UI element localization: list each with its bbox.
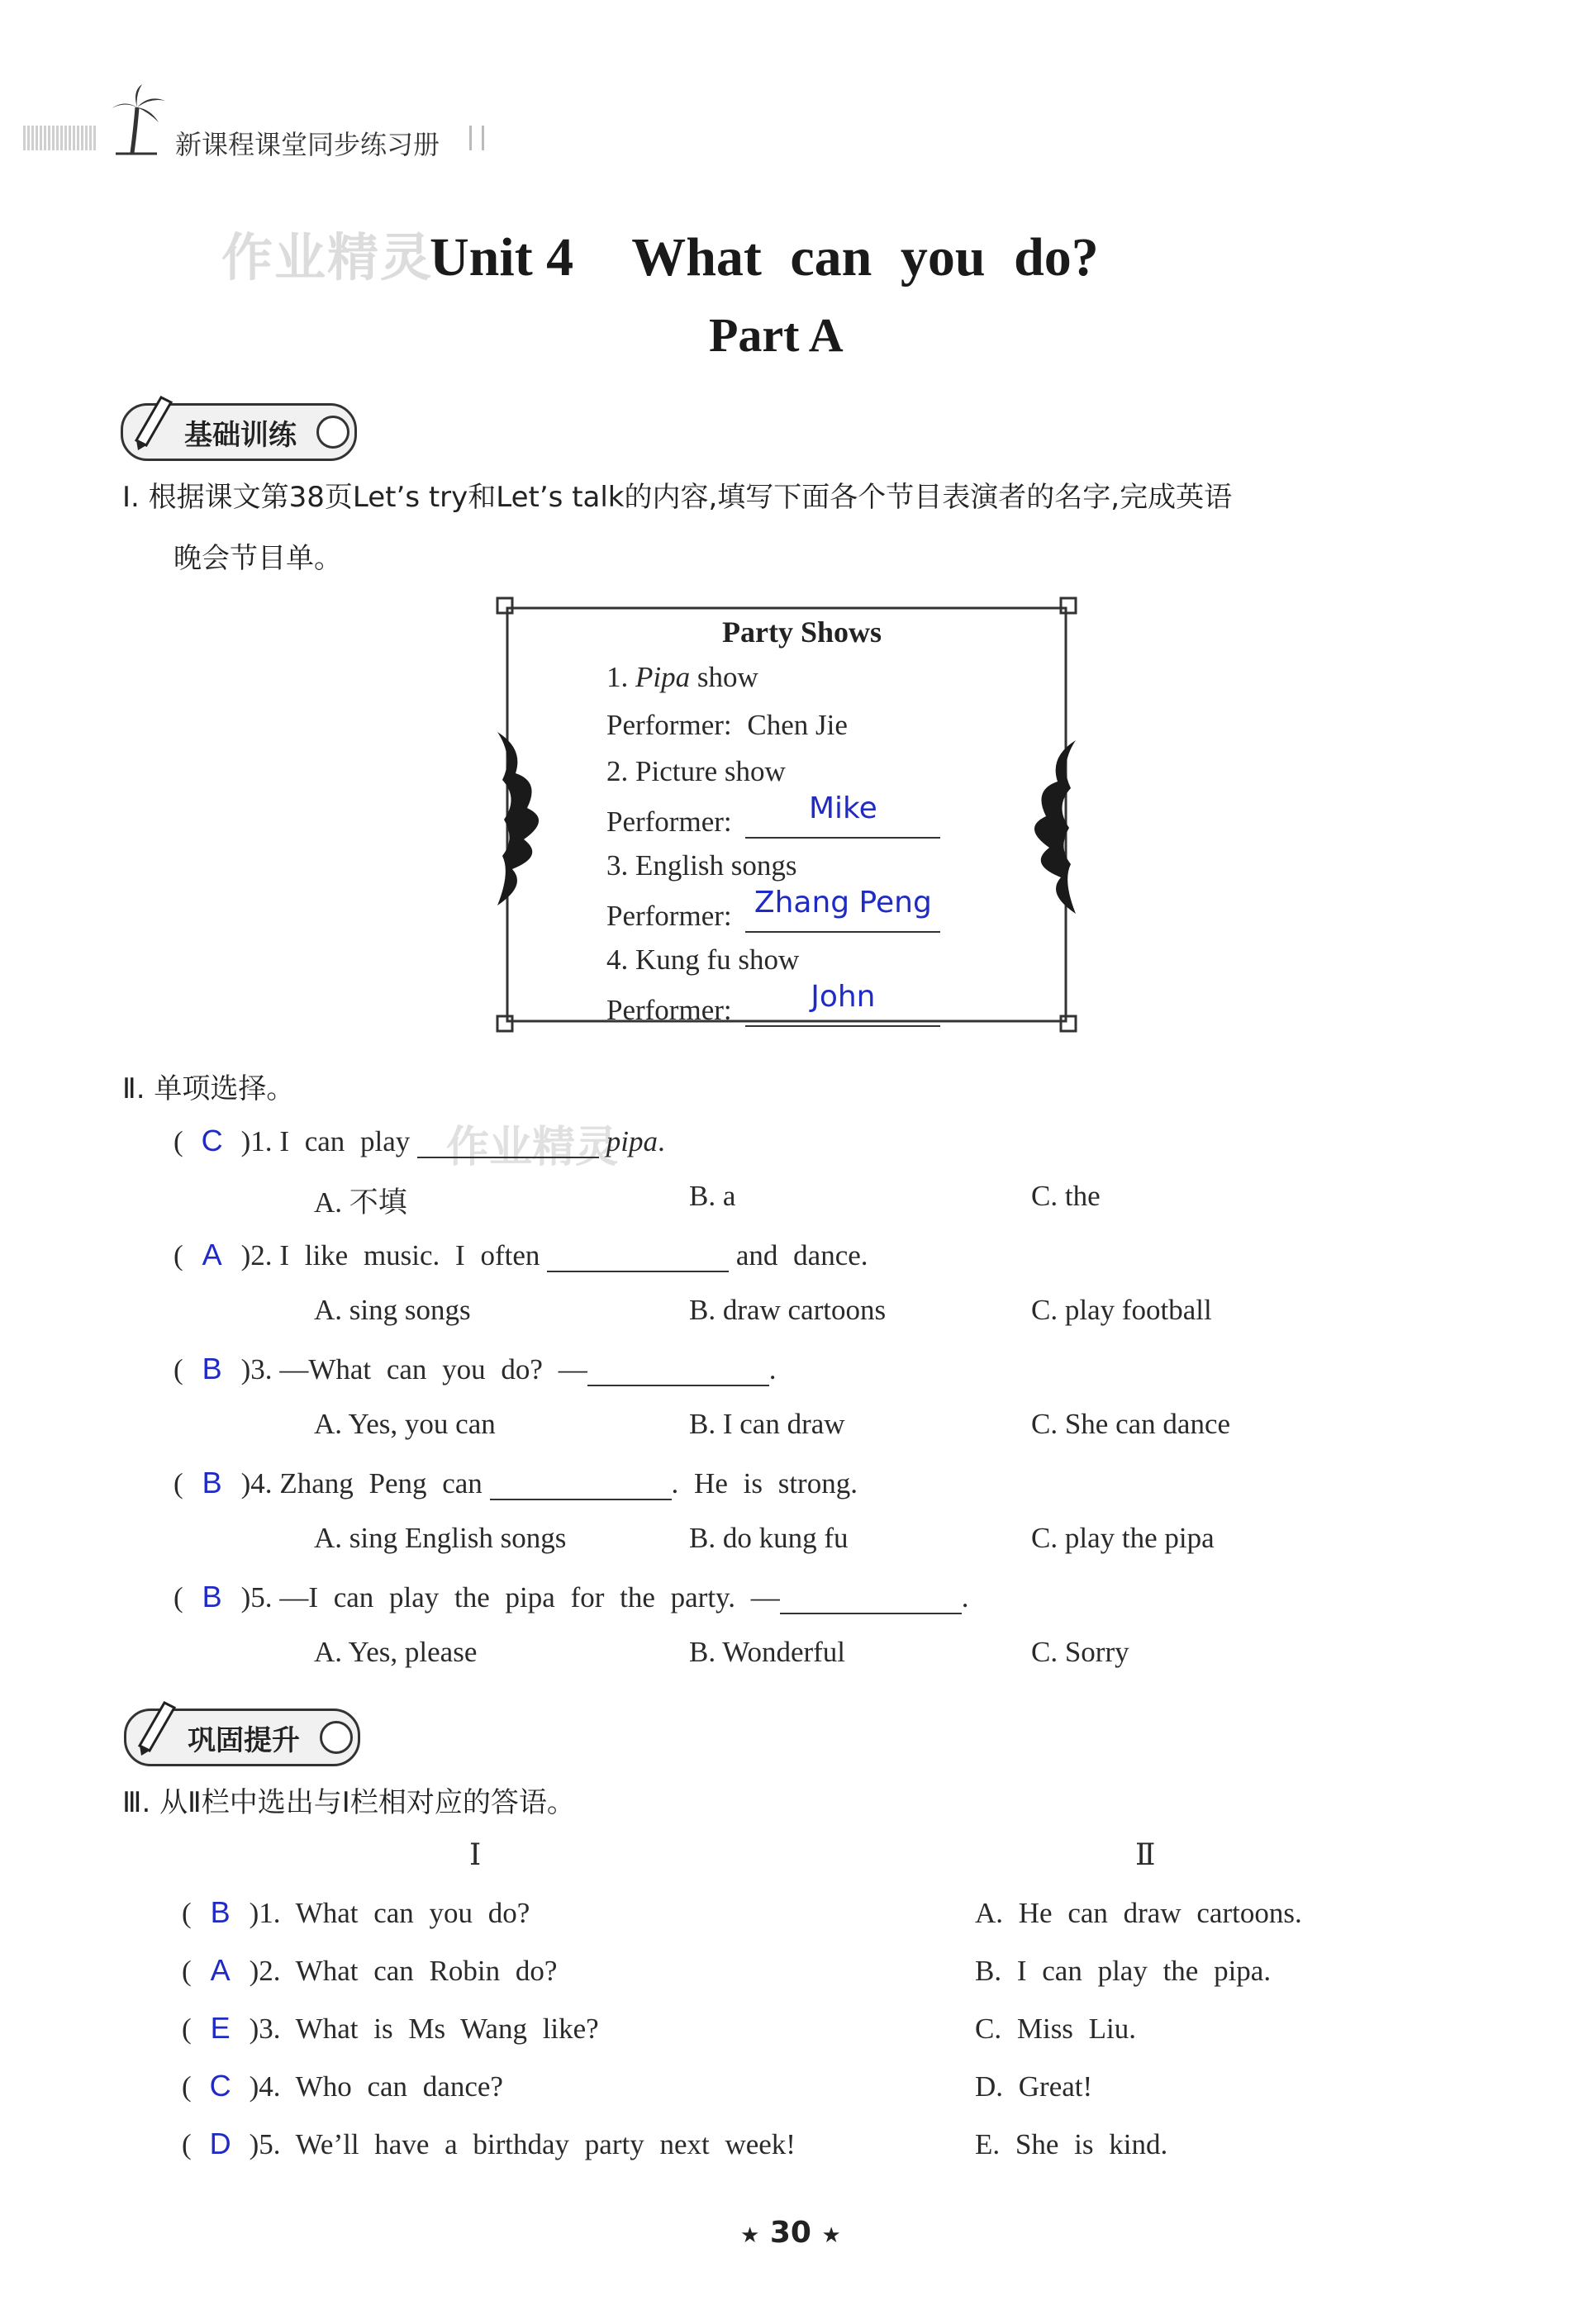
performer-blank xyxy=(745,980,940,1027)
star-icon: ★ xyxy=(740,2223,760,2248)
performer-row-1: Performer: Chen Jie xyxy=(606,709,848,741)
q2-option-3a: A. Yes, you can xyxy=(314,1408,496,1440)
q2-option-5b: B. Wonderful xyxy=(689,1636,846,1668)
q2-instruction: Ⅱ. 单项选择。 xyxy=(122,1072,295,1105)
show-item-4: 4. Kung fu show xyxy=(606,943,800,976)
q3-reply-b: B. I can play the pipa. xyxy=(975,1955,1272,1987)
star-icon: ★ xyxy=(821,2223,841,2248)
party-shows-card xyxy=(491,592,1082,1038)
performer-blank xyxy=(745,791,940,839)
header-divider xyxy=(469,126,484,150)
performer-row-3: Performer: Zhang Peng xyxy=(606,897,940,933)
show-item-3: 3. English songs xyxy=(606,849,797,882)
q3-answer-2: A xyxy=(210,1953,231,1987)
q3-answer-4: C xyxy=(209,2069,231,2103)
q2-item-3: ( B )3. —What can you do? — . xyxy=(174,1352,777,1385)
answer-blank xyxy=(417,1157,599,1158)
q2-number: Ⅱ. xyxy=(122,1072,145,1105)
unit-question: What can you do? xyxy=(631,227,1099,288)
q2-option-1c: C. the xyxy=(1031,1180,1101,1212)
q2-option-2a: A. sing songs xyxy=(314,1294,471,1326)
performer-answer: Mike xyxy=(808,791,877,825)
q3-answer-5: D xyxy=(209,2127,231,2160)
card-title: Party Shows xyxy=(722,615,882,649)
q2-option-4b: B. do kung fu xyxy=(689,1522,849,1554)
q3-reply-c: C. Miss Liu. xyxy=(975,2013,1137,2045)
section-label-basic: 基础训练 xyxy=(184,418,297,452)
q2-option-5c: C. Sorry xyxy=(1031,1636,1129,1668)
q2-item-5: ( B )5. —I can play the pipa for the party. — . xyxy=(174,1580,969,1613)
q3-reply-d: D. Great! xyxy=(975,2070,1093,2103)
pencil-icon xyxy=(131,1699,181,1757)
q2-option-3c: C. She can dance xyxy=(1031,1408,1231,1440)
section-badge-advanced xyxy=(124,1709,360,1766)
q2-option-3b: B. I can draw xyxy=(689,1408,845,1440)
unit-number: Unit 4 xyxy=(430,227,574,288)
q3-instruction: Ⅲ. 从Ⅱ栏中选出与Ⅰ栏相对应的答语。 xyxy=(122,1786,575,1819)
q3-answer-1: B xyxy=(210,1895,231,1929)
answer-blank xyxy=(490,1499,672,1500)
q2-item-1: ( C )1. I can play pipa. xyxy=(174,1124,665,1157)
q2-answer-5: B xyxy=(202,1580,222,1613)
q3-reply-a: A. He can draw cartoons. xyxy=(975,1897,1302,1929)
q2-option-2c: C. play football xyxy=(1031,1294,1212,1326)
part-title: Part A xyxy=(709,308,844,362)
performer-row-4: Performer: John xyxy=(606,991,940,1027)
series-title: 新课程课堂同步练习册 xyxy=(175,129,440,160)
target-icon xyxy=(320,1721,353,1754)
q2-answer-3: B xyxy=(202,1352,222,1385)
q2-option-5a: A. Yes, please xyxy=(314,1636,478,1668)
q3-question-5: ( D )5. We’ll have a birthday party next week! xyxy=(182,2127,796,2160)
target-icon xyxy=(316,416,349,449)
q3-number: Ⅲ. xyxy=(122,1786,151,1819)
performer-value: Chen Jie xyxy=(747,709,848,741)
palm-tree-icon xyxy=(99,83,174,157)
answer-blank xyxy=(547,1271,729,1272)
unit-title xyxy=(430,226,1099,289)
q2-option-4a: A. sing English songs xyxy=(314,1522,567,1554)
performer-answer: John xyxy=(811,980,876,1014)
q2-item-2: ( A )2. I like music. I often and dance. xyxy=(174,1238,868,1271)
q3-question-1: ( B )1. What can you do? xyxy=(182,1895,530,1929)
answer-blank xyxy=(587,1385,769,1386)
q2-item-4: ( B )4. Zhang Peng can . He is strong. xyxy=(174,1466,858,1499)
section-badge-basic xyxy=(121,403,357,461)
q1-instruction xyxy=(122,474,1232,515)
pencil-icon xyxy=(128,394,178,452)
answer-blank xyxy=(780,1613,962,1614)
show-item-2: 2. Picture show xyxy=(606,755,786,787)
q2-option-4c: C. play the pipa xyxy=(1031,1522,1215,1554)
q3-column-header-2: Ⅱ xyxy=(1135,1838,1156,1871)
section-label-advanced: 巩固提升 xyxy=(188,1723,300,1757)
q3-question-3: ( E )3. What is Ms Wang like? xyxy=(182,2011,599,2045)
watermark-small: 作业精灵 xyxy=(446,1123,619,1172)
q3-reply-e: E. She is kind. xyxy=(975,2128,1168,2160)
q1-instruction-line2: 晚会节目单。 xyxy=(174,542,342,575)
q2-answer-4: B xyxy=(202,1466,222,1499)
watermark: 作业精灵 xyxy=(221,227,434,288)
performer-row-2: Performer: Mike xyxy=(606,803,940,839)
q2-answer-1: C xyxy=(201,1124,223,1157)
q3-column-header-1: Ⅰ xyxy=(469,1838,482,1871)
q2-answer-2: A xyxy=(202,1238,222,1271)
page-number: ★ 30 ★ xyxy=(740,2216,841,2250)
q2-option-1b: B. a xyxy=(689,1180,736,1212)
q3-question-2: ( A )2. What can Robin do? xyxy=(182,1953,558,1987)
q1-instruction-line1: 根据课文第38页Let’s try和Let’s talk的内容,填写下面各个节目表演者的名字,完成英语 xyxy=(148,481,1233,514)
header-bar xyxy=(23,126,97,150)
q3-answer-3: E xyxy=(210,2011,231,2045)
q2-option-2b: B. draw cartoons xyxy=(689,1294,887,1326)
q2-option-1a: A. 不填 xyxy=(314,1186,407,1219)
performer-answer: Zhang Peng xyxy=(754,886,932,920)
q3-question-4: ( C )4. Who can dance? xyxy=(182,2069,503,2103)
q1-number: Ⅰ. xyxy=(122,481,140,514)
show-item-1: 1. Pipa show xyxy=(606,661,758,693)
